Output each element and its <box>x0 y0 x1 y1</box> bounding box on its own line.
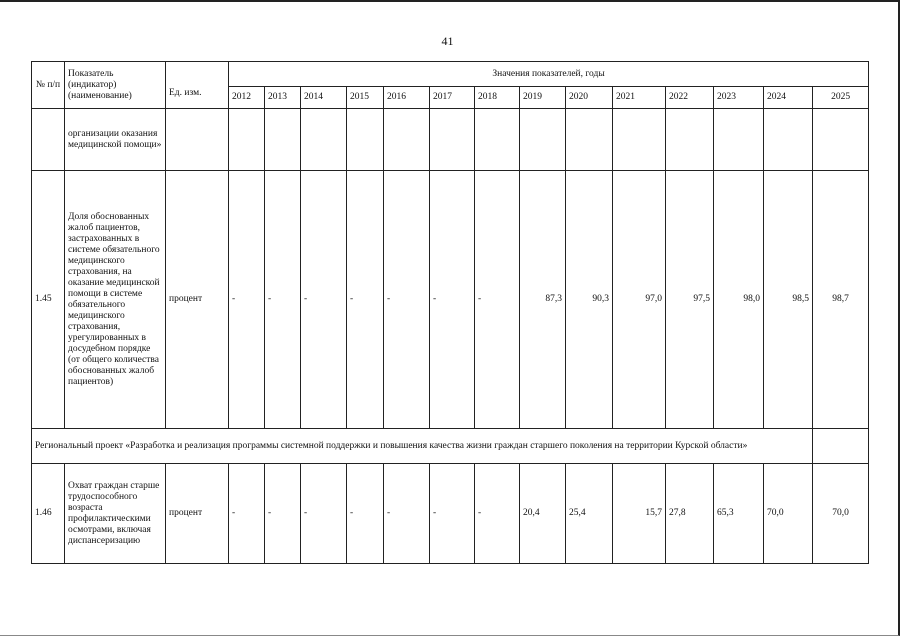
row-indicator: Охват граждан старше трудоспособного возраста профилактическими осмотрами, включая диспансеризацию <box>65 464 166 564</box>
value-cell <box>475 109 520 171</box>
value-cell <box>613 109 666 171</box>
year-cell: 2015 <box>347 87 384 109</box>
value-cell <box>764 109 813 171</box>
value-cell: - <box>384 464 430 564</box>
value-cell <box>430 109 475 171</box>
value-cell <box>666 109 714 171</box>
value-cell <box>347 109 384 171</box>
header-num: № п/п <box>32 62 65 109</box>
header-values-title: Значения показателей, годы <box>229 62 869 87</box>
value-cell <box>265 109 301 171</box>
row-unit: процент <box>166 464 229 564</box>
row-unit <box>166 109 229 171</box>
year-cell: 2019 <box>520 87 566 109</box>
header-unit: Ед. изм. <box>166 62 229 109</box>
section-empty-cell <box>813 429 869 464</box>
value-cell <box>714 109 764 171</box>
section-title: Региональный проект «Разработка и реализация программы системной поддержки и повышения качества жизни граждан старшего поколения на территории Курской области» <box>32 429 813 464</box>
value-cell: 70,0 <box>764 464 813 564</box>
year-cell: 2022 <box>666 87 714 109</box>
value-cell <box>566 109 613 171</box>
value-cell <box>229 109 265 171</box>
value-cell: 97,5 <box>666 171 714 429</box>
value-cell <box>301 109 347 171</box>
value-cell: - <box>301 171 347 429</box>
row-num: 1.45 <box>32 171 65 429</box>
value-cell: - <box>265 464 301 564</box>
value-cell <box>813 109 869 171</box>
year-cell: 2012 <box>229 87 265 109</box>
year-cell: 2017 <box>430 87 475 109</box>
year-cell: 2025 <box>813 87 869 109</box>
row-unit: процент <box>166 171 229 429</box>
section-row <box>32 429 869 464</box>
row-num: 1.46 <box>32 464 65 564</box>
value-cell: - <box>475 171 520 429</box>
year-cell: 2018 <box>475 87 520 109</box>
value-cell: - <box>265 171 301 429</box>
value-cell: 65,3 <box>714 464 764 564</box>
value-cell: 27,8 <box>666 464 714 564</box>
value-cell: - <box>430 464 475 564</box>
row-indicator: организации оказания медицинской помощи» <box>65 109 166 171</box>
value-cell: - <box>301 464 347 564</box>
header-indicator: Показатель (индикатор) (наименование) <box>65 62 166 109</box>
year-cell: 2020 <box>566 87 613 109</box>
value-cell: 97,0 <box>613 171 666 429</box>
table-row-1-46 <box>32 464 869 564</box>
table-row-1-45 <box>32 171 869 429</box>
value-cell <box>384 109 430 171</box>
value-cell: - <box>229 464 265 564</box>
row-indicator: Доля обоснованных жалоб пациентов, застрахованных в системе обязательного медицинского страхования, на оказание медицинской помощи в системе обязательного медицинского страхования, урегулированных в досудебном порядке (от общего количества обоснованных жалоб пациентов) <box>65 171 166 429</box>
value-cell: 90,3 <box>566 171 613 429</box>
year-cell: 2013 <box>265 87 301 109</box>
value-cell: 25,4 <box>566 464 613 564</box>
table-row-continuation <box>32 109 869 171</box>
value-cell: 20,4 <box>520 464 566 564</box>
value-cell: - <box>430 171 475 429</box>
value-cell: - <box>347 171 384 429</box>
value-cell <box>520 109 566 171</box>
year-cell: 2021 <box>613 87 666 109</box>
year-cell: 2014 <box>301 87 347 109</box>
value-cell: 70,0 <box>813 464 869 564</box>
value-cell: - <box>475 464 520 564</box>
indicators-table <box>31 61 869 564</box>
year-cell: 2023 <box>714 87 764 109</box>
page-number: 41 <box>441 34 454 48</box>
year-cell: 2024 <box>764 87 813 109</box>
year-cell: 2016 <box>384 87 430 109</box>
value-cell: 87,3 <box>520 171 566 429</box>
value-cell: 98,5 <box>764 171 813 429</box>
value-cell: 98,7 <box>813 171 869 429</box>
row-num <box>32 109 65 171</box>
value-cell: 98,0 <box>714 171 764 429</box>
value-cell: - <box>384 171 430 429</box>
value-cell: 15,7 <box>613 464 666 564</box>
value-cell: - <box>229 171 265 429</box>
value-cell: - <box>347 464 384 564</box>
